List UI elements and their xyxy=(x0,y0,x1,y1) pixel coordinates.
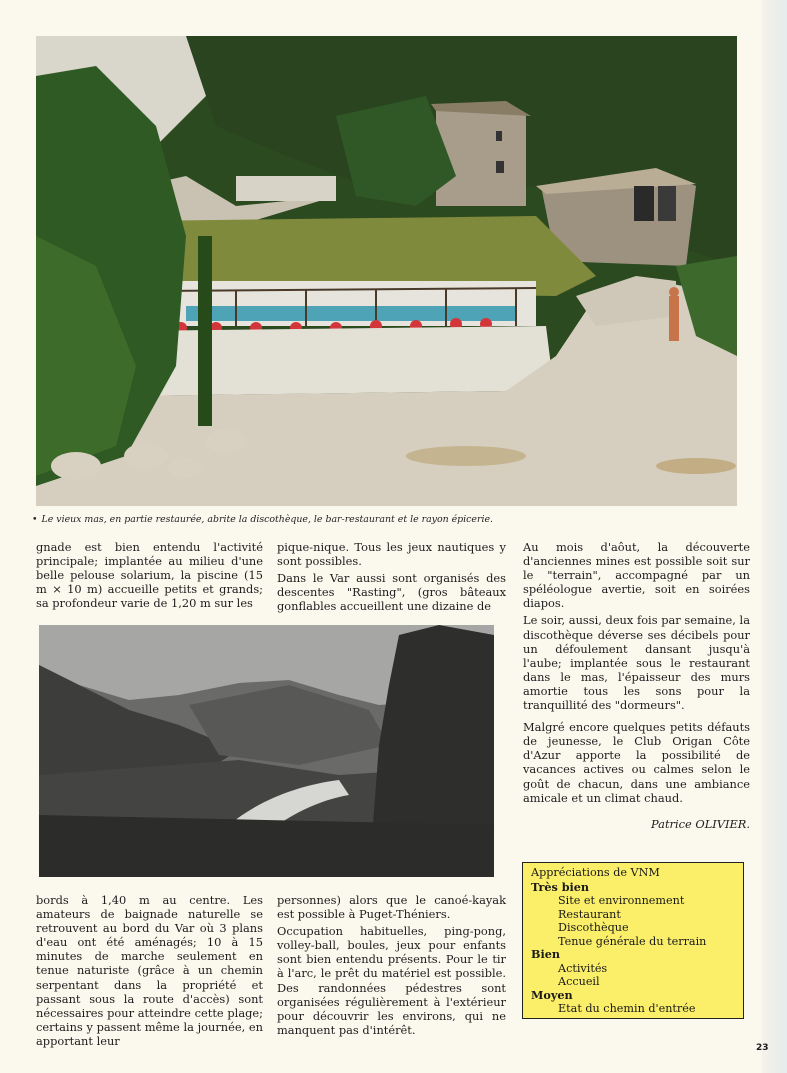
caption-bullet: • xyxy=(32,514,38,525)
rating-category-tres-bien: Très bien xyxy=(531,879,590,894)
article-column-1-top xyxy=(36,540,263,610)
rating-item: Etat du chemin d'entrée xyxy=(558,1002,696,1015)
paragraph: bords à 1,40 m au centre. Les amateurs de baignade naturelle se retrouvent au bord du Var où 3 plans d'eau ont été aménagés; 10 à 15 minutes de marche seulement en tenue naturiste (grâce à un chemin serpentant dans la propriété et passant sous la route d'accès) sont nécessaires pour atteindre cette plage; certains y passent même la journée, en apportant leur xyxy=(36,893,263,1048)
author-signature: Patrice OLIVIER. xyxy=(651,816,750,831)
photo-caption xyxy=(32,514,592,526)
rating-category-bien: Bien xyxy=(531,947,560,961)
ratings-box xyxy=(522,862,744,1019)
paragraph: Malgré encore quelques petits défauts de jeunesse, le Club Origan Côte d'Azur apporte la possibilité de vacances actives ou calmes selon le goût de chacun, dans une ambiance amicale et un climat chaud. xyxy=(523,720,750,805)
paragraph: gnade est bien entendu l'activité principale; implantée au milieu d'une belle pelouse solarium, la piscine (15 m × 10 m) accueille petits et grands; sa profondeur varie de 1,20 m sur les xyxy=(36,540,263,611)
ratings-box-title: Appréciations de VNM xyxy=(531,866,660,879)
rating-item: Accueil xyxy=(558,975,600,988)
paragraph: pique-nique. Tous les jeux nautiques y sont possibles. xyxy=(277,540,506,569)
article-column-2-top xyxy=(277,540,506,613)
rating-category-moyen: Moyen xyxy=(531,987,573,1002)
caption-text: Le vieux mas, en partie restaurée, abrite la discothèque, le bar-restaurant et le rayon épicerie. xyxy=(41,514,493,525)
rating-item: Restaurant xyxy=(558,907,621,921)
article-column-3 xyxy=(523,540,750,831)
article-column-2-bottom xyxy=(277,893,506,1037)
rating-item: Activités xyxy=(558,961,608,975)
rating-item: Discothèque xyxy=(558,921,629,934)
photo-valley-river-illustration xyxy=(39,625,494,877)
paragraph: Occupation habituelles, ping-pong, volley-ball, boules, jeux pour enfants sont bien entendu présents. Pour le tir à l'arc, le prêt du matériel est possible. Des randonnées pédestres sont organisées régulièrement à l'extérieur pour découvrir les environs, qui ne manquent pas d'intérêt. xyxy=(277,924,506,1037)
paragraph: Dans le Var aussi sont organisés des descentes "Rasting", (gros bâteaux gonflables accueillent une dizaine de xyxy=(277,571,506,614)
page-number: 23 xyxy=(756,1043,769,1053)
paragraph: personnes) alors que le canoé-kayak est possible à Puget-Théniers. xyxy=(277,893,506,922)
paragraph: Le soir, aussi, deux fois par semaine, la discothèque déverse ses décibels pour un défoulement dansant jusqu'à l'aube; implantée sous le restaurant dans le mas, l'épaisseur des murs amortie tous les sons pour la tranquillité des "dormeurs". xyxy=(523,613,750,713)
rating-item: Site et environnement xyxy=(558,894,685,907)
paragraph: Au mois d'aôut, la découverte d'anciennes mines est possible soit sur le "terrain", accompagné par un spéléologue avertie, soit en soirées diapos. xyxy=(523,540,750,611)
rating-item: Tenue générale du terrain xyxy=(558,934,707,948)
adjacent-page-edge xyxy=(762,0,787,1073)
article-column-1-bottom xyxy=(36,893,263,1048)
photo-valley-river xyxy=(39,625,494,877)
photo-campsite-pool-illustration xyxy=(36,36,737,506)
photo-campsite-pool xyxy=(36,36,737,506)
